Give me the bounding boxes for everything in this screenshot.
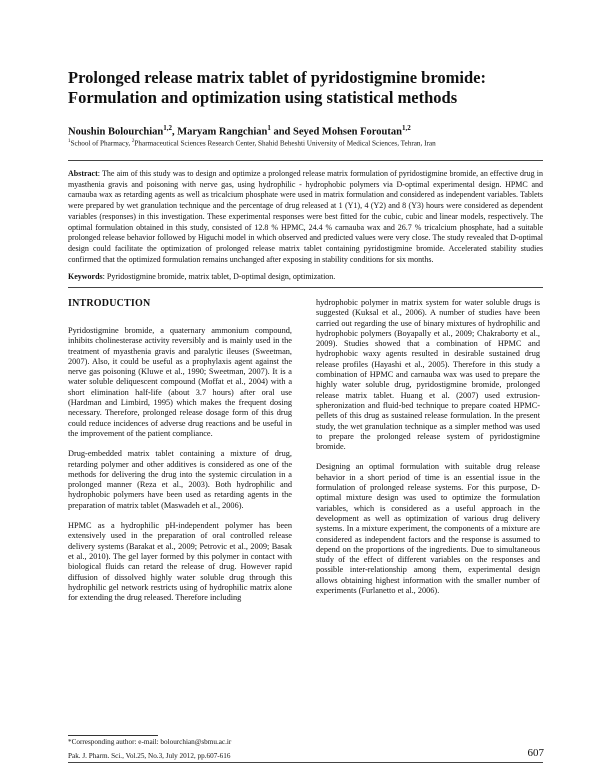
- keywords: [68, 272, 543, 281]
- author-1: Noushin Bolourchian: [68, 126, 164, 138]
- footnote-rule: [68, 735, 158, 736]
- author-3: Seyed Mohsen Foroutan: [293, 126, 402, 138]
- left-column: [68, 326, 292, 613]
- journal-citation: Pak. J. Pharm. Sci., Vol.25, No.3, July 2012, pp.607-616: [68, 752, 231, 760]
- corresponding-author-footnote: *Corresponding author: e-mail: bolourchian@sbmu.ac.ir: [68, 738, 232, 746]
- abstract: [68, 169, 543, 265]
- affiliations: [68, 139, 548, 147]
- abstract-label: Abstract: [68, 169, 98, 178]
- paragraph: Pyridostigmine bromide, a quaternary ammonium compound, inhibits cholinesterase activity reversibly and is mainly used in the treatment of myasthenia gravis and paralytic ileuses (Sweetman, 2007). Also, it could be useful as a prophylaxis agent against the nerve gas poisoning (Kluwe et al., 1990; Sweetman, 2007). It is a water soluble deliquescent compound (Moffat et al., 2004) with a short elimination half-life (about 3.7 hours) after oral use (Hardman and Limbird, 1995) which makes the frequent dosing necessary. Therefore, prolonged release dosage form of this drug could reduce incidences of adverse drug reactions and be useful in the improvement of the patient compliance.: [68, 326, 292, 438]
- affil-marker: 1: [68, 139, 71, 144]
- author-3-affil: 1,2: [401, 124, 411, 132]
- abstract-text: : The aim of this study was to design and optimize a prolonged release matrix formulation of pyridostigmine bromide, an effective drug in myasthenia gravis and poisoning with nerve gas, using hydrophilic - hydrophobic polymers via D-optimal experimental design. HPMC and carnauba wax as retarding agents as well as tricalcium phosphate were used in matrix formulation and considered as independent variables. Tablets were prepared by wet granulation technique and the percentage of drug released at 1 (Y1), 4 (Y2) and 8 (Y3) hours were considered as dependent variables (responses) in this investigation. These experimental responses were best fitted for the cubic, cubic and linear models, respectively. The optimal formulation obtained in this study, consisted of 12.8 % HPMC, 24.4 % carnauba wax and 26.7 % tricalcium phosphate, had a suitable prolonged release behavior followed by Higuchi model in which observed and predicted values were very close. The study revealed that D-optimal design could facilitate the optimization of prolonged release matrix tablet containing pyridostigmine bromide. Accelerated stability studies confirmed that the optimized formulation remains unchanged after exposing in stability conditions for six months.: [68, 169, 543, 264]
- paper-title: [68, 68, 548, 108]
- divider-top: [68, 160, 543, 161]
- affil-2: Pharmaceutical Sciences Research Center, Shahid Beheshti University of Medical Sciences, Tehran, Iran: [134, 139, 436, 148]
- author-1-affil: 1,2: [163, 124, 172, 132]
- paragraph: Designing an optimal formulation with suitable drug release behavior in a short period of time is an essential issue in the formulation of prolonged release systems. For this purpose, D-optimal mixture design was used to optimize the formulation variables, which is considered as a useful approach in the development as well as optimization of various drug delivery systems. In a mixture experiment, the components of a mixture are considered as independent factors and the response is assumed to depend on the proportions of the ingredients. Due to simultaneous study of the effect of different variables on the responses and possible inter-relationship among them, experimental design allows obtaining highest information with the smaller number of experiments (Furlanetto et al., 2006).: [316, 462, 540, 596]
- page-number: 607: [527, 747, 544, 759]
- divider-bottom: [68, 762, 543, 763]
- paragraph: HPMC as a hydrophilic pH-independent polymer has been extensively used in the preparation of oral controlled release delivery systems (Barakat et al., 2009; Petrovic et al., 2009; Basak et al., 2010). The gel layer formed by this polymer in contact with biological fluids can retard the release of drug. However rapid diffusion of dissolved highly water soluble drug through this hydrophilic gel network restricts using of hydrophilic matrix alone for extending the drug released. Therefore including: [68, 521, 292, 603]
- divider-keywords: [68, 287, 543, 288]
- author-2-affil: 1: [267, 124, 271, 132]
- affil-marker: 2: [131, 139, 135, 144]
- section-heading-introduction: INTRODUCTION: [68, 298, 151, 309]
- author-2: Maryam Rangchian: [177, 126, 268, 138]
- right-column: [316, 298, 540, 606]
- paragraph: hydrophobic polymer in matrix system for water soluble drugs is suggested (Kuksal et al., 2006). A number of studies have been carried out regarding the use of binary mixtures of hydrophilic and hydrophobic polymers (Boyapally et al., 2009; Chakraborty et al., 2009). Studies showed that a combination of HPMC and hydrophobic waxy agents resulted in desirable sustained drug release profiles (Hayashi et al., 2005). Therefore in this study a combination of HPMC and carnauba wax was used to prepare the highly water soluble drug, pyridostigmine bromide, prolonged release matrix tablet. Huang et al. (2007) used extrusion-spheronization and fluid-bed technique to prepare coated HPMC-pellets of this drug as sustained release formulation. In the present study, the wet granulation technique as a simpler method was used to prepare the prolonged release system of pyridostigmine bromide.: [316, 298, 540, 452]
- keywords-label: Keywords: [68, 272, 103, 281]
- title-line-1: Prolonged release matrix tablet of pyridostigmine bromide:: [68, 68, 486, 87]
- author-separator: and: [270, 126, 294, 138]
- title-line-2: Formulation and optimization using statistical methods: [68, 88, 458, 107]
- author-separator: ,: [171, 126, 178, 138]
- paragraph: Drug-embedded matrix tablet containing a mixture of drug, retarding polymer and other additives is considered as one of the methods for delivering the drug into the systemic circulation in a prolonged manner (Reza et al., 2003). Both hydrophilic and hydrophobic polymers have been used as retarding agents in the preparation of matrix tablet (Maswadeh et al., 2006).: [68, 449, 292, 510]
- keywords-text: : Pyridostigmine bromide, matrix tablet, D-optimal design, optimization.: [102, 272, 336, 281]
- author-list: [68, 124, 548, 138]
- affil-1: School of Pharmacy,: [70, 139, 132, 148]
